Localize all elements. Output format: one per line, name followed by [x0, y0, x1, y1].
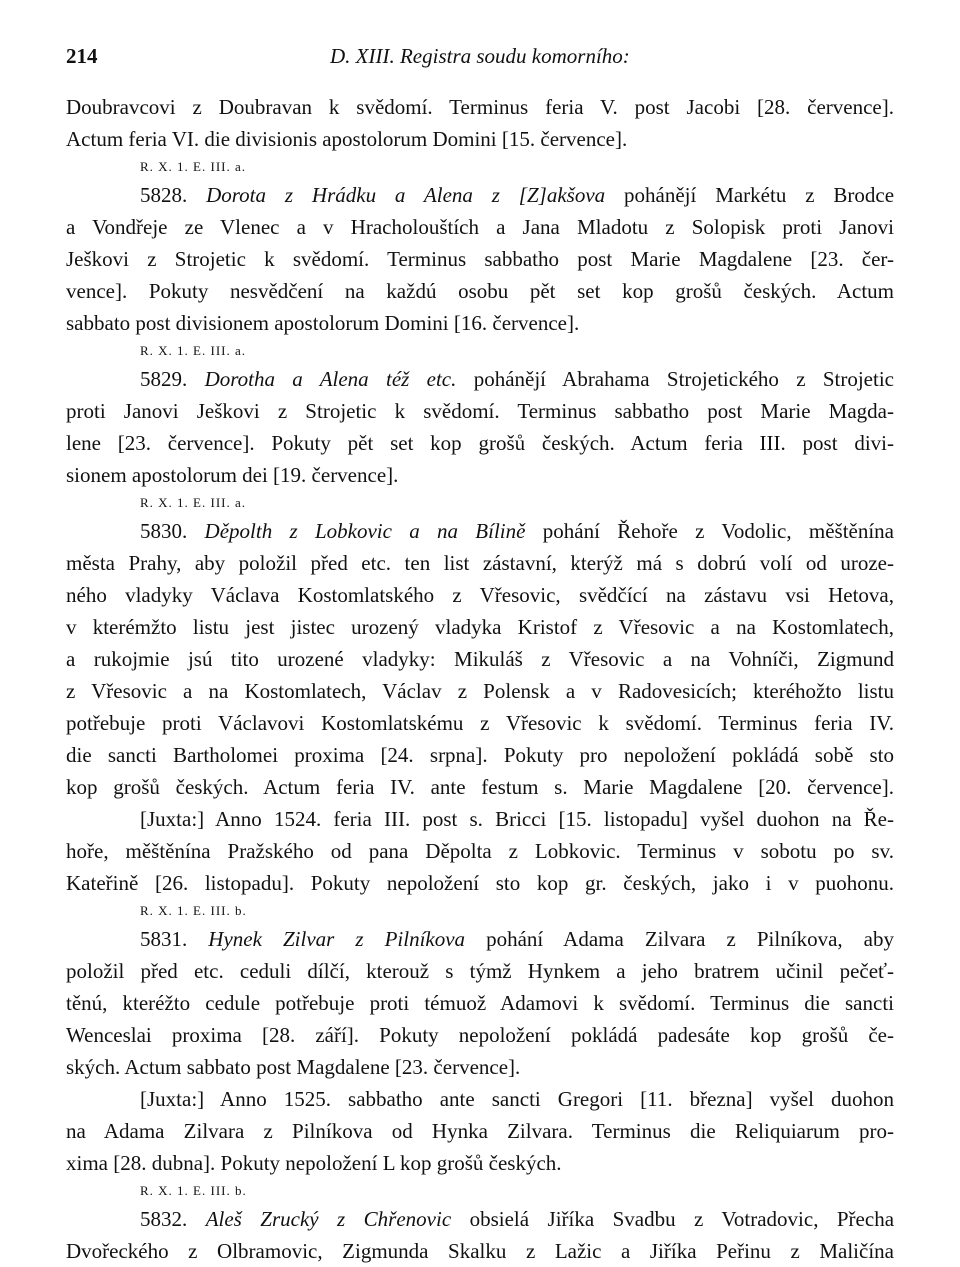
text-line: Doubravcovi z Doubravan k svědomí. Terminus feria V. post Jacobi [28. července].: [66, 95, 894, 119]
text-line: vence]. Pokuty nesvědčení na každú osobu pět set kop grošů českých. Actum: [66, 279, 894, 303]
archive-citation: R. X. 1. E. III. b.: [140, 903, 247, 918]
archive-citation: R. X. 1. E. III. b.: [140, 1183, 247, 1198]
entry-parties: Dorota z Hrádku a Alena z [Z]akšova: [206, 183, 606, 207]
text-line: z Vřesovic a na Kostomlatech, Václav z Polensk a v Radovesicích; kteréhožto listu: [66, 679, 894, 703]
running-title: D. XIII. Registra soudu komorního:: [330, 44, 630, 68]
text-line: města Prahy, aby položil před etc. ten list zástavní, kterýž má s dobrú volí od uroze-: [66, 551, 894, 575]
text-line: pohánějí Markétu z Brodce: [624, 183, 894, 207]
text-line: a rukojmie jsú tito urozené vladyky: Mikuláš z Vřesovic a na Vohníči, Zigmund: [66, 647, 894, 671]
text-line: kop grošů českých. Actum feria IV. ante festum s. Marie Magdalene [20. července].: [66, 775, 894, 799]
text-line: pohání Řehoře z Vodolic, měštěnína: [542, 519, 894, 543]
archive-citation: R. X. 1. E. III. a.: [140, 159, 247, 174]
juxta-line: xima [28. dubna]. Pokuty nepoložení L kop grošů českých.: [66, 1151, 562, 1175]
text-line: sionem apostolorum dei [19. července].: [66, 463, 399, 487]
entry-number: 5830.: [140, 519, 188, 543]
archive-citation: R. X. 1. E. III. a.: [140, 343, 247, 358]
juxta-line: [Juxta:] Anno 1524. feria III. post s. Bricci [15. listopadu] vyšel duohon na Ře-: [140, 807, 894, 831]
juxta-line: na Adama Zilvara z Pilníkova od Hynka Zilvara. Terminus die Reliquiarum pro-: [66, 1119, 894, 1143]
text-line: lene [23. července]. Pokuty pět set kop grošů českých. Actum feria III. post divi-: [66, 431, 894, 455]
text-line: Actum feria VI. die divisionis apostolorum Domini [15. července].: [66, 127, 628, 151]
text-line: těnú, kteréžto cedule potřebuje proti témuož Adamovi k svědomí. Terminus die sancti: [66, 991, 894, 1015]
page-header: [66, 44, 896, 74]
entry-number: 5832.: [140, 1207, 188, 1231]
entry-first-line: [66, 923, 894, 955]
entry-first-line: [66, 179, 894, 211]
entry-number: 5831.: [140, 927, 188, 951]
archive-citation: R. X. 1. E. III. a.: [140, 495, 247, 510]
text-line: proti Janovi Ješkovi z Strojetic k svědomí. Terminus sabbatho post Marie Magda-: [66, 399, 894, 423]
text-line: pohánějí Abrahama Strojetického z Strojetic: [473, 367, 894, 391]
entry-number: 5828.: [140, 183, 188, 207]
text-line: ného vladyky Václava Kostomlatského z Vřesovic, svědčící na zástavu vsi Hetova,: [66, 583, 894, 607]
text-line: ských. Actum sabbato post Magdalene [23. července].: [66, 1055, 521, 1079]
juxta-line: hoře, měštěnína Pražského od pana Děpolta z Lobkovic. Terminus v sobotu po sv.: [66, 839, 894, 863]
page-number: 214: [66, 44, 98, 68]
text-line: sabbato post divisionem apostolorum Domini [16. července].: [66, 311, 580, 335]
entry-number: 5829.: [140, 367, 188, 391]
text-line: a Vondřeje ze Vlenec a v Hracholouštích a Jana Mladotu z Solopisk proti Janovi: [66, 215, 894, 239]
entry-parties: Hynek Zilvar z Pilníkova: [208, 927, 466, 951]
body-text: [66, 91, 894, 1267]
juxta-line: Kateřině [26. listopadu]. Pokuty nepoložení sto kop gr. českých, jako i v puohonu.: [66, 871, 894, 895]
text-line: obsielá Jiříka Svadbu z Votradovic, Přecha: [469, 1207, 894, 1231]
text-line: Ješkovi z Strojetic k svědomí. Terminus sabbatho post Marie Magdalene [23. čer-: [66, 247, 894, 271]
entry-first-line: [66, 515, 894, 547]
juxta-line: [Juxta:] Anno 1525. sabbatho ante sancti Gregori [11. března] vyšel duohon: [140, 1087, 894, 1111]
text-line: pohání Adama Zilvara z Pilníkova, aby: [486, 927, 894, 951]
text-line: v kterémžto listu jest jistec urozený vladyka Kristof z Vřesovic a na Kostomlatech,: [66, 615, 894, 639]
text-line: potřebuje proti Václavovi Kostomlatskému z Vřesovic k svědomí. Terminus feria IV.: [66, 711, 894, 735]
entry-first-line: [66, 363, 894, 395]
entry-parties: Dorotha a Alena též etc.: [204, 367, 457, 391]
text-line: položil před etc. ceduli dílčí, kterouž s týmž Hynkem a jeho bratrem učinil pečeť-: [66, 959, 894, 983]
entry-first-line: [66, 1203, 894, 1235]
text-line: die sancti Bartholomei proxima [24. srpna]. Pokuty pro nepoložení pokládá sobě sto: [66, 743, 894, 767]
entry-parties: Děpolth z Lobkovic a na Bílině: [204, 519, 526, 543]
entry-parties: Aleš Zrucký z Chřenovic: [205, 1207, 452, 1231]
text-line: Wenceslai proxima [28. září]. Pokuty nepoložení pokládá padesáte kop grošů če-: [66, 1023, 894, 1047]
text-line: Dvořeckého z Olbramovic, Zigmunda Skalku z Lažic a Jiříka Peřinu z Maličína: [66, 1239, 894, 1263]
